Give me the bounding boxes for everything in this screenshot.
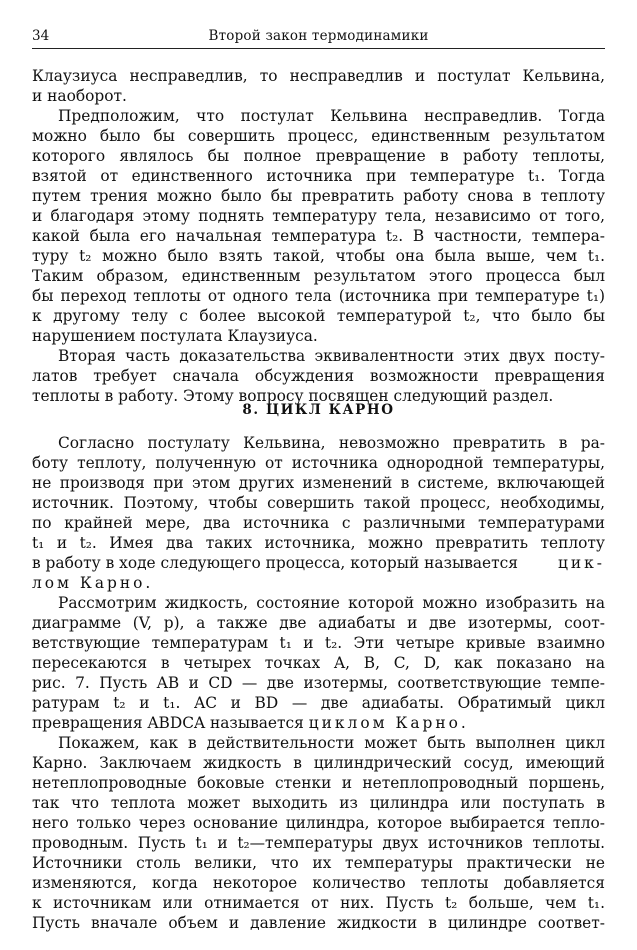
- text-line: взятой от единственного источника при температуре t₁. Тогда: [32, 167, 605, 185]
- text-line: теплоты в работу. Этому вопросу посвящен следующий раздел.: [32, 387, 554, 405]
- text-line: бы переход теплоты от одного тела (источника при температуре t₁): [32, 287, 605, 305]
- emphasized-term: лом Карно.: [32, 574, 154, 592]
- text-line: [32, 713, 605, 733]
- text-line: и наоборот.: [32, 87, 127, 105]
- text-line: туру t₂ можно было взять такой, чтобы она была выше, чем t₁.: [32, 247, 605, 265]
- text-line: t₁ и t₂. Имея два таких источника, можно превратить теплоту: [32, 534, 605, 552]
- text-line: Таким образом, единственным результатом этого процесса был: [32, 267, 605, 285]
- text-line: Покажем, как в действительности может быть выполнен цикл: [58, 734, 605, 752]
- text-line: проводным. Пусть t₁ и t₂—температуры двух источников теплоты.: [32, 834, 605, 852]
- text-line: ратурам t₂ и t₁. AC и BD — две адиабаты. Обратимый цикл: [32, 694, 605, 712]
- emphasized-term: циклом Карно.: [308, 714, 469, 732]
- text-line: можно было бы совершить процесс, единственным результатом: [32, 127, 605, 145]
- page-number: 34: [32, 28, 50, 44]
- text-fragment: в работу в ходе следующего процесса, который называется: [32, 554, 518, 572]
- text-line: рис. 7. Пусть AB и CD — две изотермы, соответствующие темпе-: [32, 674, 605, 692]
- text-line: к другому телу с более высокой температурой t₂, что было бы: [32, 307, 605, 325]
- text-line: не производя при этом других изменений в системе, включающей: [32, 474, 605, 492]
- running-title: Второй закон термодинамики: [208, 28, 429, 44]
- text-line: источник. Поэтому, чтобы совершить такой процесс, необходимы,: [32, 494, 605, 512]
- text-line: какой была его начальная температура t₂. В частности, темпера-: [32, 227, 605, 245]
- text-line: по крайней мере, два источника с различными температурами: [32, 514, 605, 532]
- text-line: Вторая часть доказательства эквивалентности этих двух посту-: [58, 347, 605, 365]
- text-line: боту теплоту, полученную от источника однородной температуры,: [32, 454, 605, 472]
- text-line: Предположим, что постулат Кельвина несправедлив. Тогда: [58, 107, 605, 125]
- emphasized-term: цик-: [558, 554, 605, 572]
- text-line: Пусть вначале объем и давление жидкости в цилиндре соответ-: [32, 914, 605, 932]
- text-line: Клаузиуса несправедлив, то несправедлив и постулат Кельвина,: [32, 67, 605, 85]
- text-line: которого являлось бы полное превращение в работу теплоты,: [32, 147, 605, 165]
- text-line: нарушением постулата Клаузиуса.: [32, 327, 318, 345]
- text-line: и благодаря этому поднять температуру тела, независимо от того,: [32, 207, 605, 225]
- text-line: изменяются, когда некоторое количество теплоты добавляется: [32, 874, 605, 892]
- text-line: путем трения можно было бы превратить работу снова в теплоту: [32, 187, 605, 205]
- page-header: [32, 26, 605, 49]
- text-line: него только через основание цилиндра, которое выбирается тепло-: [32, 814, 605, 832]
- text-line: ветствующие температурам t₁ и t₂. Эти четыре кривые взаимно: [32, 634, 605, 652]
- text-line: Согласно постулату Кельвина, невозможно превратить в ра-: [58, 434, 605, 452]
- text-fragment: превращения ABDCA называется: [32, 714, 304, 732]
- text-line: диаграмме (V, p), а также две адиабаты и две изотермы, соот-: [32, 614, 605, 632]
- text-line: так что теплота может выходить из цилиндра или поступать в: [32, 794, 605, 812]
- text-line: Карно. Заключаем жидкость в цилиндрический сосуд, имеющий: [32, 754, 605, 772]
- section-heading: 8. ЦИКЛ КАРНО: [242, 402, 395, 418]
- text-line: пересекаются в четырех точках A, B, C, D, как показано на: [32, 654, 605, 672]
- text-line: к источникам или отнимается от них. Пусть t₂ больше, чем t₁.: [32, 894, 605, 912]
- text-line: нетеплопроводные боковые стенки и нетеплопроводный поршень,: [32, 774, 605, 792]
- text-line: Рассмотрим жидкость, состояние которой можно изобразить на: [58, 594, 605, 612]
- text-line: Источники столь велики, что их температуры практически не: [32, 854, 605, 872]
- text-line: [32, 553, 605, 573]
- text-line: латов требует сначала обсуждения возможности превращения: [32, 367, 605, 385]
